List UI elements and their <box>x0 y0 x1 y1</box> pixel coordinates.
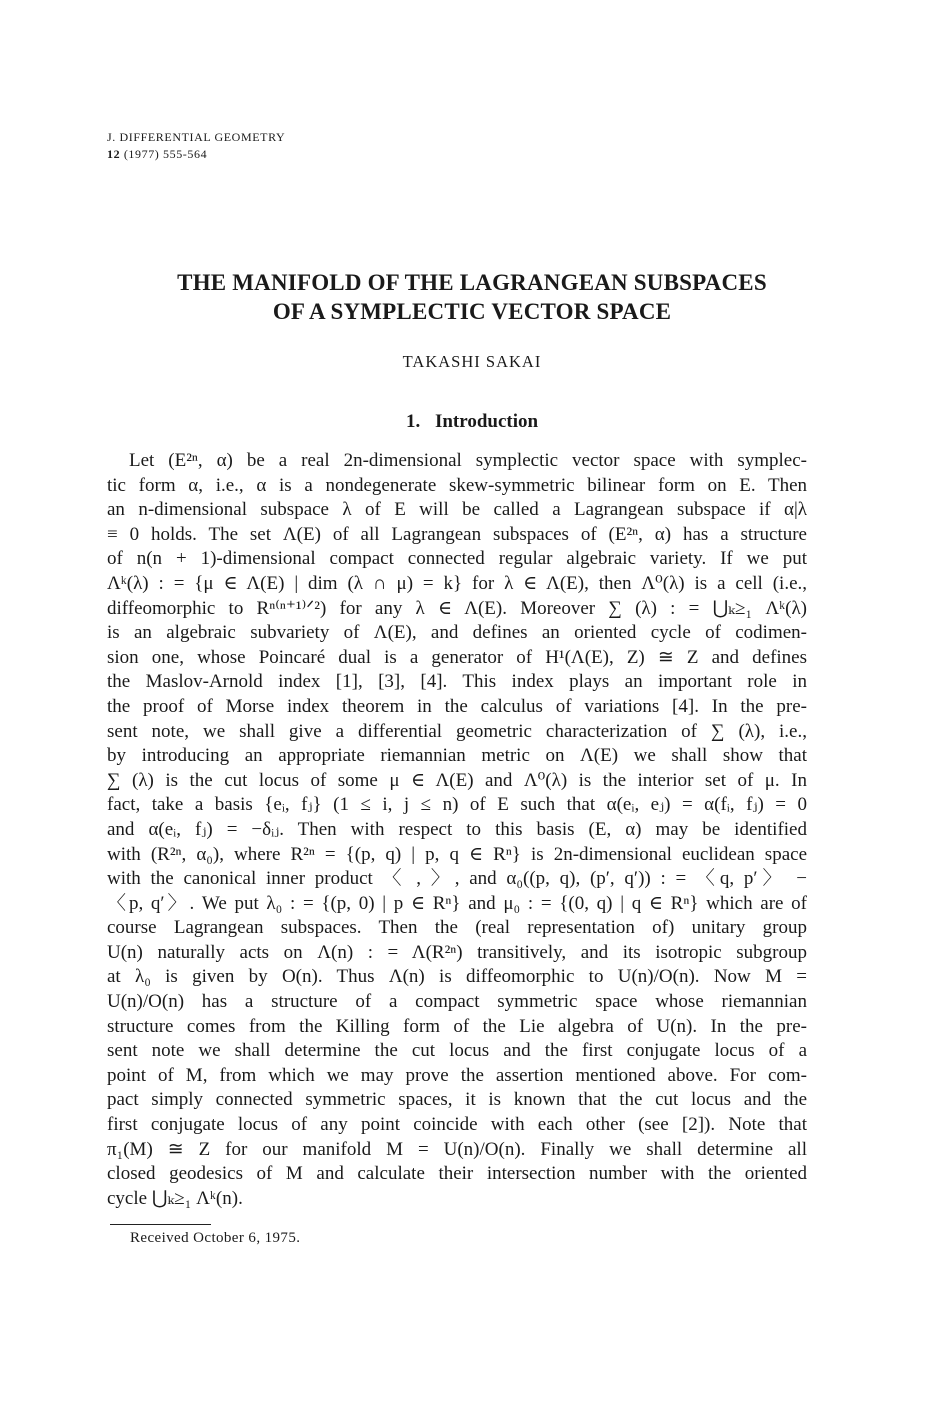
journal-volume: 12 <box>107 147 121 161</box>
section-number: 1. <box>405 411 421 432</box>
paragraph-line: first conjugate locus of any point coincide with each other (see [2]). Note that <box>107 1114 807 1136</box>
paragraph-line: 〈p, q′〉. We put λ₀ : = {(p, 0) | p ∈ Rⁿ} and μ₀ : = {(0, q) | q ∈ Rⁿ} which are of <box>107 892 807 914</box>
paragraph-line: sent note we shall determine the cut locus and the first conjugate locus of a <box>107 1040 807 1062</box>
paragraph-line: ≡ 0 holds. The set Λ(E) of all Lagrangean subspaces of (E²ⁿ, α) has a structure <box>107 523 807 545</box>
paragraph-line: sion one, whose Poincaré dual is a generator of H¹(Λ(E), Z) ≅ Z and defines <box>107 646 807 668</box>
received-date-footnote: Received October 6, 1975. <box>130 1230 301 1246</box>
journal-header <box>107 129 285 163</box>
paragraph-line: U(n) naturally acts on Λ(n) : = Λ(R²ⁿ) transitively, and its isotropic subgroup <box>107 941 807 963</box>
author-name: TAKASHI SAKAI <box>402 352 542 371</box>
paragraph-line: with the canonical inner product 〈 , 〉, and α₀((p, q), (p′, q′)) : = 〈q, p′〉 − <box>107 868 807 890</box>
paper-title-line-1: THE MANIFOLD OF THE LAGRANGEAN SUBSPACES <box>177 270 767 295</box>
paragraph-line: is an algebraic subvariety of Λ(E), and defines an oriented cycle of codimen- <box>107 622 807 644</box>
footnote-rule <box>110 1224 211 1225</box>
section-heading <box>0 411 944 433</box>
paragraph-line: Let (E²ⁿ, α) be a real 2n-dimensional symplectic vector space with symplec- <box>129 450 807 471</box>
paragraph-line: point of M, from which we may prove the assertion mentioned above. For com- <box>107 1064 807 1086</box>
paragraph-line: π₁(M) ≅ Z for our manifold M = U(n)/O(n). Finally we shall determine all <box>107 1138 807 1160</box>
journal-volume-pages <box>107 146 285 163</box>
paragraph-line: pact simply connected symmetric spaces, it is known that the cut locus and the <box>107 1089 807 1111</box>
paragraph-line: ∑ (λ) is the cut locus of some μ ∈ Λ(E) and Λ⁰(λ) is the interior set of μ. In <box>107 769 807 791</box>
paragraph-line: sent note, we shall give a differential geometric characterization of ∑ (λ), i.e., <box>107 720 807 742</box>
paragraph-line: the proof of Morse index theorem in the calculus of variations [4]. In the pre- <box>107 695 807 717</box>
paragraph-line: diffeomorphic to Rⁿ⁽ⁿ⁺¹⁾ᐟ²) for any λ ∈ Λ(E). Moreover ∑ (λ) : = ⋃ₖ≥₁ Λᵏ(λ) <box>107 597 807 619</box>
paragraph-line: tic form α, i.e., α is a nondegenerate skew-symmetric bilinear form on E. Then <box>107 474 807 496</box>
paragraph-line: closed geodesics of M and calculate their intersection number with the oriented <box>107 1163 807 1185</box>
paragraph-line: U(n)/O(n) has a structure of a compact symmetric space whose riemannian <box>107 991 807 1013</box>
paragraph-line: with (R²ⁿ, α₀), where R²ⁿ = {(p, q) | p, q ∈ Rⁿ} is 2n-dimensional euclidean space <box>107 843 807 865</box>
paragraph-line: the Maslov-Arnold index [1], [3], [4]. This index plays an important role in <box>107 671 807 693</box>
paragraph-line: and α(eᵢ, fⱼ) = −δᵢⱼ. Then with respect to this basis (E, α) may be identified <box>107 818 807 840</box>
paragraph-line: structure comes from the Killing form of the Lie algebra of U(n). In the pre- <box>107 1015 807 1037</box>
paragraph-line: at λ₀ is given by O(n). Thus Λ(n) is diffeomorphic to U(n)/O(n). Now M = <box>107 966 807 988</box>
paper-title-line-2: OF A SYMPLECTIC VECTOR SPACE <box>272 299 672 324</box>
paragraph-line: of n(n + 1)-dimensional compact connected regular algebraic variety. If we put <box>107 548 807 570</box>
introduction-paragraph <box>107 449 807 1211</box>
paragraph-line: Λᵏ(λ) : = {μ ∈ Λ(E) | dim (λ ∩ μ) = k} for λ ∈ Λ(E), then Λ⁰(λ) is a cell (i.e., <box>107 572 807 594</box>
journal-issue-pages: (1977) 555-564 <box>123 147 208 161</box>
section-title: Introduction <box>434 411 539 432</box>
journal-name: J. DIFFERENTIAL GEOMETRY <box>107 130 286 144</box>
paragraph-line: cycle ⋃ₖ≥₁ Λᵏ(n). <box>107 1187 243 1209</box>
paper-title <box>0 268 944 326</box>
paragraph-line: an n-dimensional subspace λ of E will be called a Lagrangean subspace if α|λ <box>107 499 807 521</box>
paragraph-line: fact, take a basis {eᵢ, fⱼ} (1 ≤ i, j ≤ n) of E such that α(eᵢ, eⱼ) = α(fᵢ, fⱼ) = 0 <box>107 794 807 816</box>
paragraph-line: course Lagrangean subspaces. Then the (real representation of) unitary group <box>107 917 807 939</box>
paragraph-line: by introducing an appropriate riemannian metric on Λ(E) we shall show that <box>107 745 807 767</box>
